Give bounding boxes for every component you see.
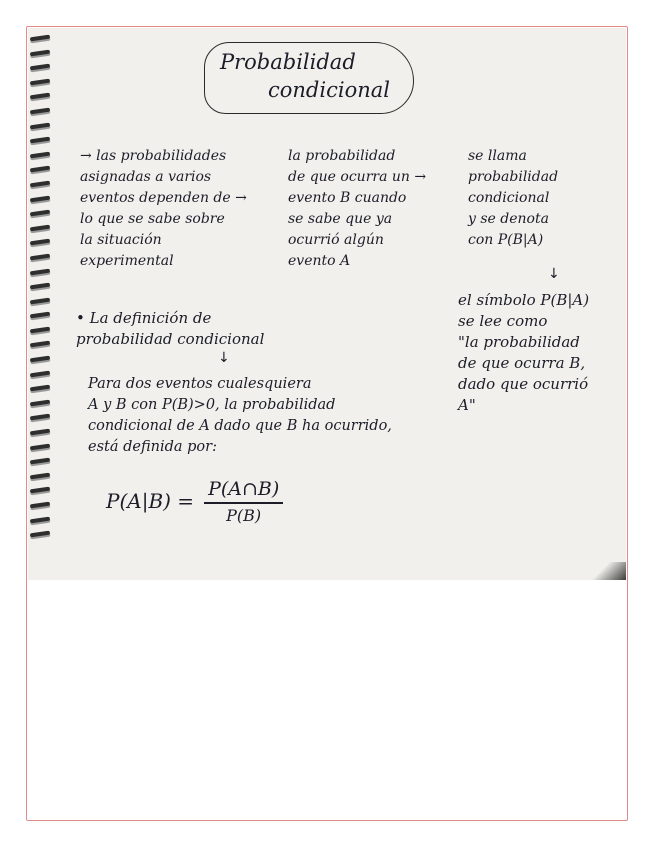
formula-fraction	[204, 478, 283, 525]
note-column-1: → las probabilidades asignadas a varios eventos dependen de → lo que se sabe sobre la situación experimental	[80, 148, 247, 269]
page-shadow	[586, 562, 626, 580]
conditional-probability-formula	[106, 478, 283, 525]
definition-heading: • La definición de probabilidad condicional	[76, 309, 265, 348]
spiral-binding	[28, 36, 52, 580]
down-arrow-icon: ↓	[218, 350, 230, 366]
formula-numerator: P(A∩B)	[208, 478, 280, 500]
note-column-3: se llama probabilidad condicional y se denota con P(B|A)	[468, 148, 559, 248]
definition-body: Para dos eventos cualesquiera A y B con P(B)>0, la probabilidad condicional de A dado que B ha ocurrido, está definida por:	[88, 376, 392, 455]
down-arrow-icon: ↓	[548, 266, 560, 282]
note-title	[220, 48, 390, 104]
title-line-2: condicional	[268, 78, 390, 102]
formula-denominator: P(B)	[226, 505, 262, 525]
notebook-photo	[28, 28, 626, 580]
note-column-2: la probabilidad de que ocurra un → evento B cuando se sabe que ya ocurrió algún evento A	[288, 148, 427, 269]
note-column-3-symbol: el símbolo P(B|A) se lee como "la probabilidad de que ocurra B, dado que ocurrió A"	[458, 291, 590, 414]
formula-lhs: P(A|B) =	[106, 489, 195, 514]
title-line-1: Probabilidad	[220, 50, 356, 74]
fraction-bar	[204, 502, 283, 504]
